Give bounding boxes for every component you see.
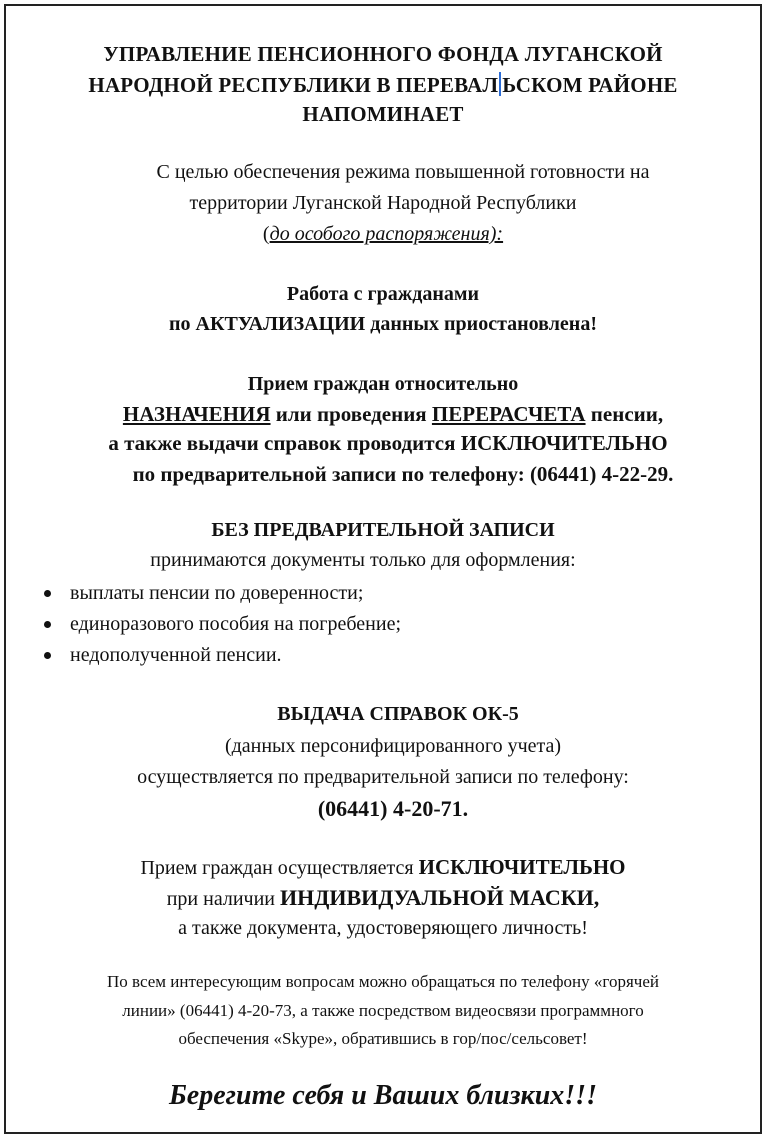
mask-exclusively: ИСКЛЮЧИТЕЛЬНО	[418, 855, 626, 879]
header-line-1: УПРАВЛЕНИЕ ПЕНСИОННОГО ФОНДА ЛУГАНСКОЙ	[103, 42, 663, 66]
list-item-text: недополученной пенсии.	[70, 644, 282, 666]
intro-paren: (	[262, 223, 270, 245]
notice-frame	[4, 4, 762, 1134]
mask-line-1	[6, 855, 760, 880]
reception-recalculation: ПЕРЕРАСЧЕТА	[431, 402, 586, 426]
ok5-phone: (06441) 4-20-71.	[317, 796, 469, 821]
reception-line-1: Прием граждан относительно	[247, 373, 519, 395]
reception-pension: пенсии,	[585, 402, 664, 426]
list-item-text: единоразового пособия на погребение;	[70, 613, 402, 635]
reception-or: или проведения	[270, 402, 432, 426]
intro-line-2: территории Луганской Народной Республики	[189, 192, 577, 214]
header-line-2-part-b: ЬСКОМ РАЙОНЕ	[502, 73, 678, 97]
mask-line-1-regular: Прием граждан осуществляется	[140, 857, 419, 879]
list-item-text: выплаты пенсии по доверенности;	[70, 582, 364, 604]
suspended-line-2: по АКТУАЛИЗАЦИИ данных приостановлена!	[169, 313, 597, 335]
hotline-line-1: По всем интересующим вопросам можно обращаться по телефону «горячей	[107, 972, 659, 991]
reception-line-2	[6, 402, 760, 427]
mask-individual-mask: ИНДИВИДУАЛЬНОЙ МАСКИ,	[280, 885, 600, 910]
text-cursor	[499, 72, 501, 96]
no-appointment-subtitle: принимаются документы только для оформления:	[150, 549, 576, 571]
no-appointment-title: БЕЗ ПРЕДВАРИТЕЛЬНОЙ ЗАПИСИ	[211, 519, 555, 541]
closing-message: Берегите себя и Ваших близких!!!	[169, 1080, 597, 1111]
notice-content	[6, 6, 760, 1132]
list-item	[44, 640, 401, 671]
list-item	[44, 578, 401, 609]
ok5-line-1: (данных персонифицированного учета)	[224, 735, 562, 757]
intro-line-3	[6, 223, 760, 246]
reception-line-3: а также выдачи справок проводится ИСКЛЮЧИТЕЛЬНО	[108, 431, 668, 455]
hotline-line-3: обеспечения «Skype», обратившись в гор/пос/сельсовет!	[178, 1029, 588, 1048]
suspended-line-1: Работа с гражданами	[286, 283, 480, 305]
header-line-2	[6, 72, 760, 98]
mask-line-3: а также документа, удостоверяющего личность!	[178, 917, 588, 939]
intro-special-order: до особого распоряжения):	[269, 223, 504, 245]
no-appointment-list	[44, 578, 401, 671]
header-line-2-part-a: НАРОДНОЙ РЕСПУБЛИКИ В ПЕРЕВАЛ	[88, 73, 499, 97]
reception-line-4: по предварительной записи по телефону: (06441) 4-22-29.	[132, 462, 674, 486]
ok5-title: ВЫДАЧА СПРАВОК ОК-5	[277, 703, 519, 725]
hotline-line-2: линии» (06441) 4-20-73, а также посредством видеосвязи программного	[122, 1001, 644, 1020]
bullet-icon	[44, 621, 51, 628]
mask-line-2-regular: при наличии	[166, 888, 281, 910]
bullet-icon	[44, 590, 51, 597]
list-item	[44, 609, 401, 640]
ok5-line-2: осуществляется по предварительной записи по телефону:	[137, 766, 629, 788]
bullet-icon	[44, 652, 51, 659]
header-line-3: НАПОМИНАЕТ	[302, 102, 464, 126]
reception-assignment: НАЗНАЧЕНИЯ	[122, 402, 271, 426]
intro-line-1: С целью обеспечения режима повышенной готовности на	[156, 161, 650, 183]
mask-line-2	[6, 885, 760, 911]
